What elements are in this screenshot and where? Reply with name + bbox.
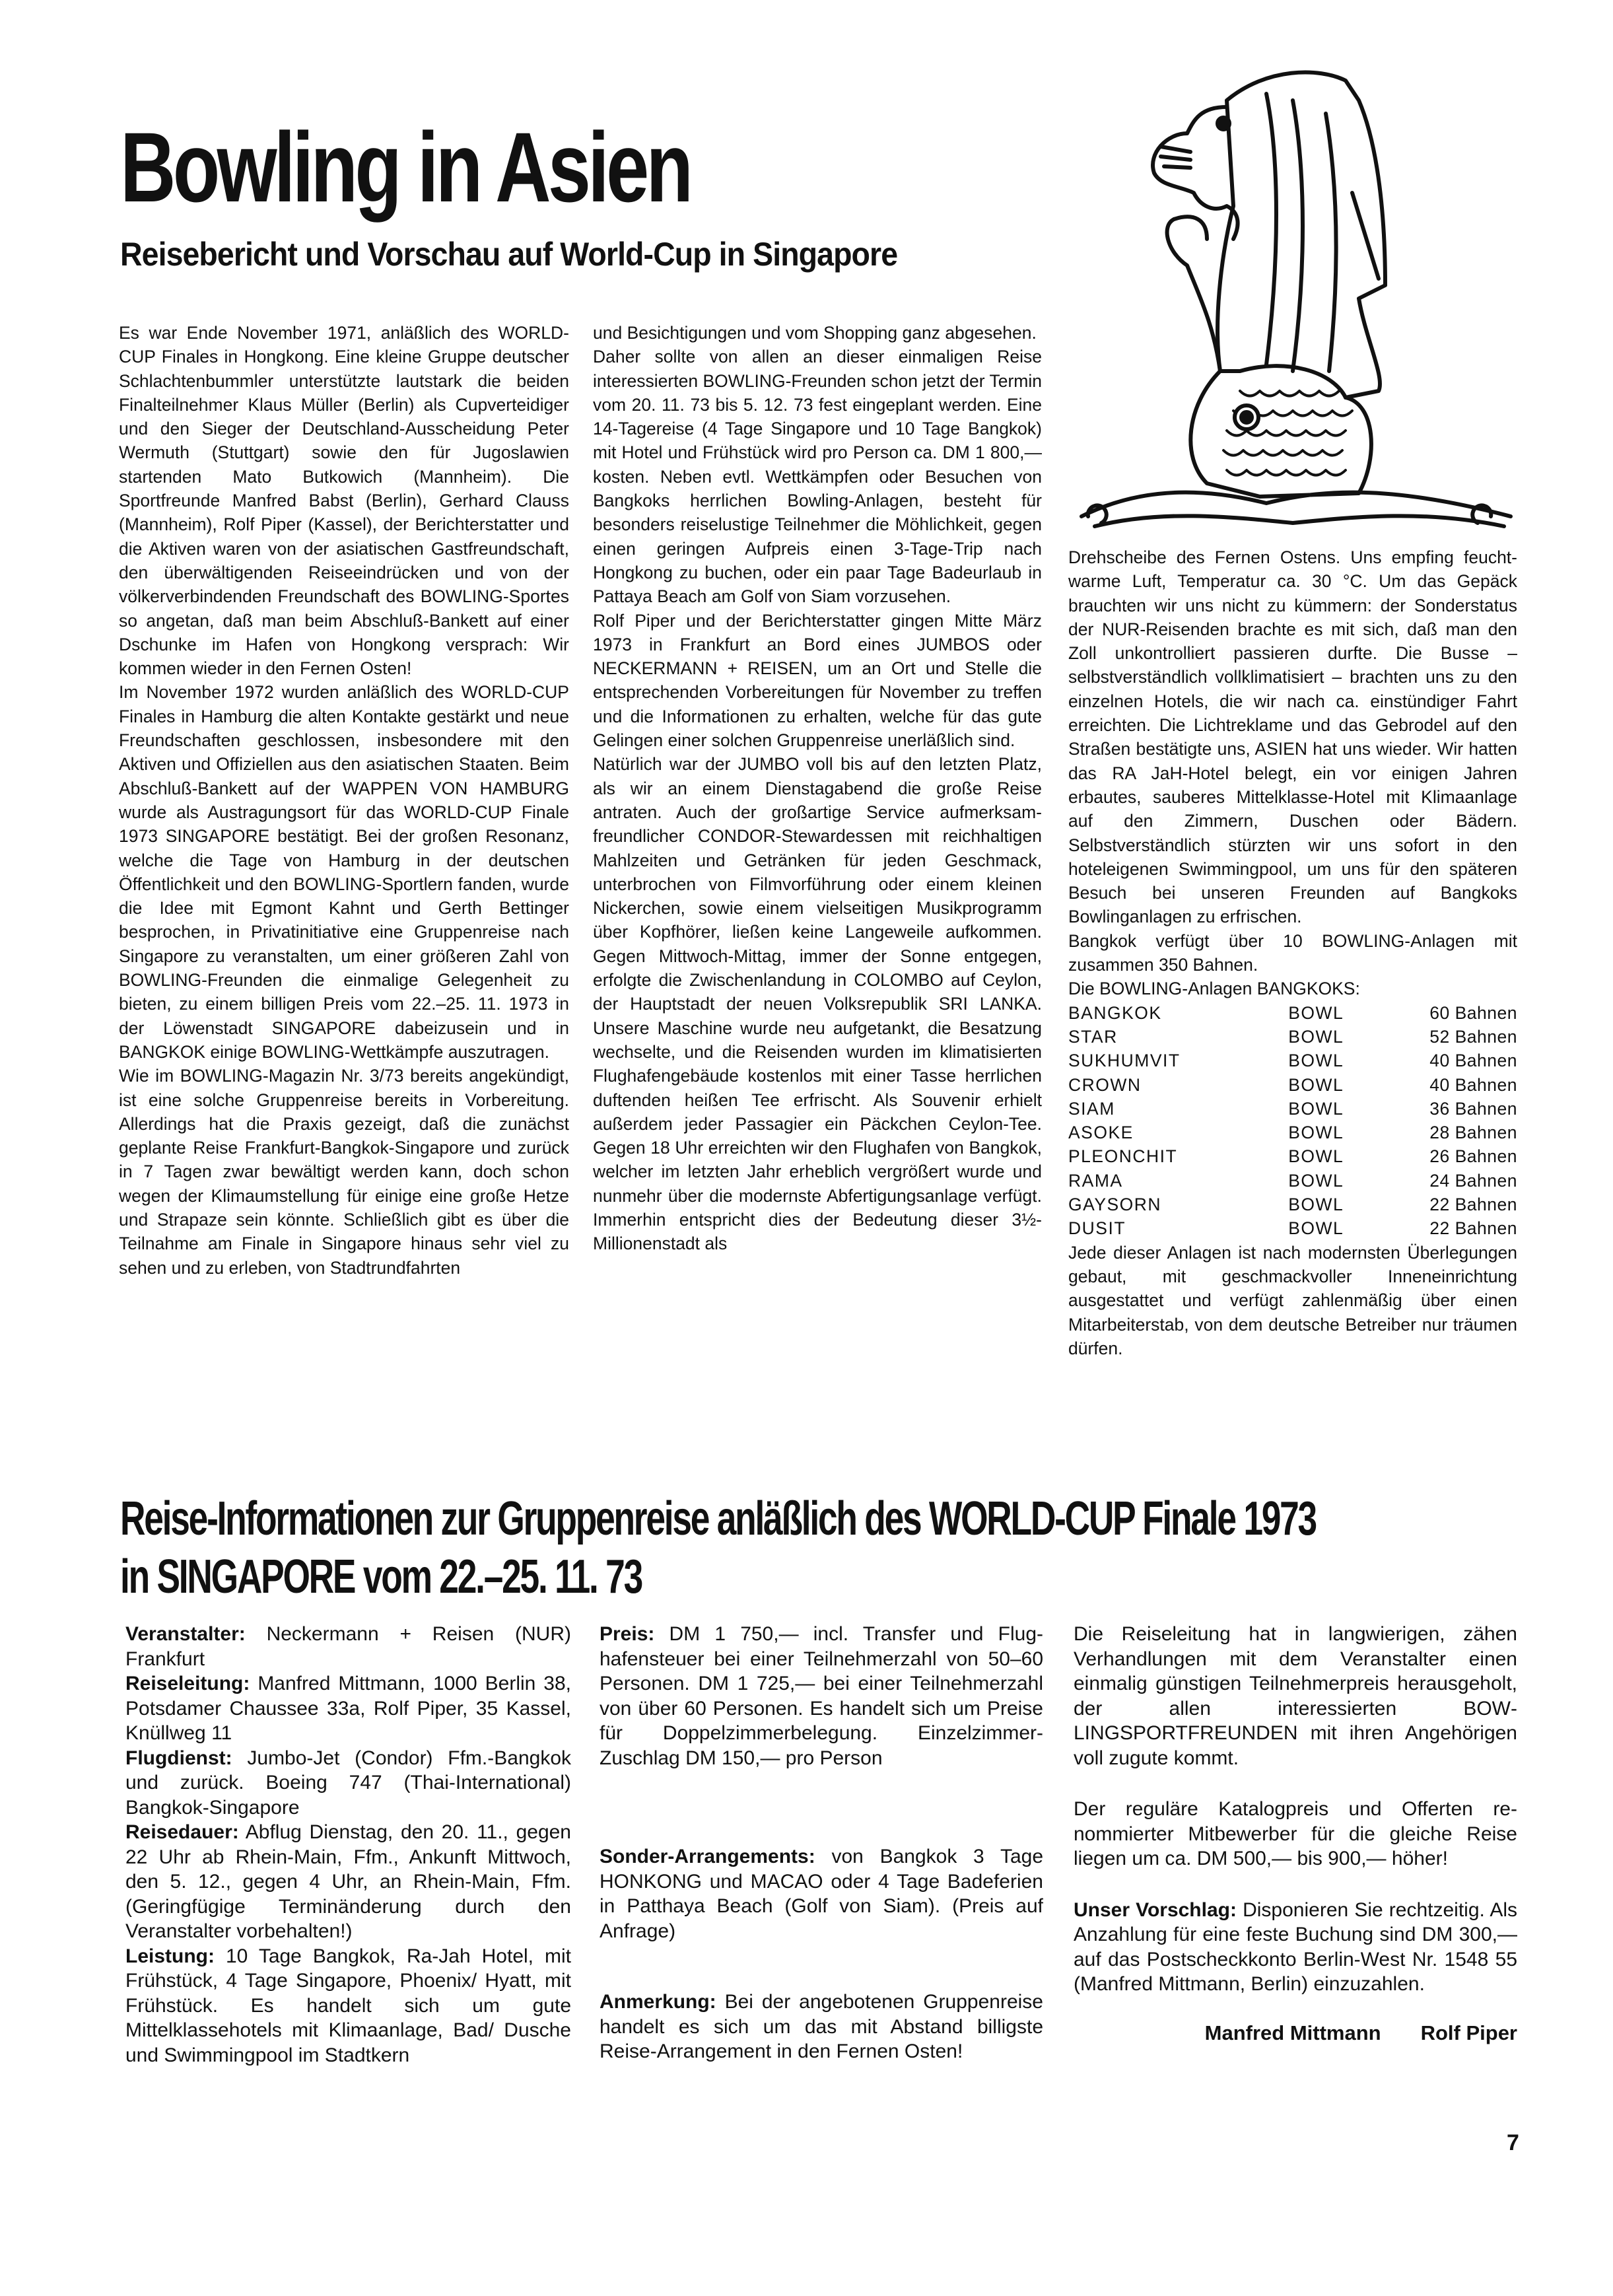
- spacer: [1074, 1871, 1517, 1898]
- spacer: [600, 1770, 1043, 1844]
- info-text: Der reguläre Katalogpreis und Offerten renommierter Mitbewerber für die gleiche Reise liegen um ca. DM 500,— bis 900,— höher!: [1074, 1798, 1517, 1869]
- info-text: Jumbo-Jet (Condor) Ffm.-Bangkok und zurück. Boeing 747 (Thai-International) Bangkok-Singapore: [125, 1747, 571, 1819]
- alley-name: CROWN: [1068, 1074, 1142, 1095]
- info-headline-line-2: in SINGAPORE vom 22.–25. 11. 73: [120, 1550, 642, 1603]
- alley-lanes: 24 Bahnen: [1429, 1170, 1517, 1191]
- alley-type: BOWL: [1288, 1098, 1344, 1119]
- info-label: Flugdienst:: [125, 1747, 232, 1769]
- alley-type: BOWL: [1288, 1123, 1344, 1143]
- alley-type: BOWL: [1288, 1218, 1344, 1239]
- info-label: Leistung:: [125, 1945, 215, 1967]
- article-column-1: [119, 321, 569, 1280]
- alley-lanes: 52 Bahnen: [1429, 1026, 1517, 1047]
- info-column-1: [125, 1622, 571, 2068]
- alley-name: GAYSORN: [1068, 1195, 1162, 1215]
- alley-type: BOWL: [1288, 1074, 1344, 1095]
- alley-lanes: 22 Bahnen: [1429, 1218, 1517, 1239]
- paragraph: Daher sollte von allen an dieser einmaligen Reise interessierten BOWLING-Freunden schon jetzt der Termin vom 20. 11. 73 bis 5. 12. 73 fest eingeplant werden. Eine 14-Tagereise (4 Tage Singapore und 10 Tage Bangkok) mit Hotel und Frühstück wird pro Person ca. DM 1 800,— kosten. Neben evtl. Wettkämpfen oder Besuchen von Bangkoks herrlichen Bowling-Anlagen, besteht für besonders reiselustige Teilnehmer die Möhlichkeit, gegen einen geringen Aufpreis einen 3-Tage-Trip nach Hongkong zu buchen, oder ein paar Tage Badeurlaub in Pattaya Beach am Golf von Siam vorzusehen.: [593, 347, 1042, 607]
- paragraph: und Besichtigungen und vom Shopping ganz abgesehen.: [593, 323, 1037, 343]
- alley-lanes: 36 Bahnen: [1429, 1098, 1517, 1119]
- info-label: Unser Vorschlag:: [1074, 1898, 1237, 1921]
- info-label: Anmerkung:: [600, 1991, 716, 2013]
- alley-type: BOWL: [1288, 1002, 1344, 1023]
- info-entry: [125, 1820, 571, 1944]
- alley-name: DUSIT: [1068, 1218, 1126, 1239]
- alley-lanes: 40 Bahnen: [1429, 1051, 1517, 1071]
- bowling-alley-row: [1068, 1216, 1517, 1240]
- info-entry: [1074, 1797, 1517, 1871]
- bowling-alley-row: [1068, 1073, 1517, 1097]
- info-entry: [600, 1622, 1043, 1770]
- info-label: Veranstalter:: [125, 1623, 246, 1645]
- alley-lanes: 40 Bahnen: [1429, 1074, 1517, 1095]
- alley-name: STAR: [1068, 1026, 1118, 1047]
- info-headline-line-1: Reise-Informationen zur Gruppenreise anläßlich des WORLD-CUP Finale 1973: [120, 1492, 1316, 1545]
- bowling-alley-row: [1068, 1144, 1517, 1168]
- paragraph: Rolf Piper und der Berichterstatter gingen Mitte März 1973 in Frankfurt an Bord eines JUMBOS oder NECKERMANN + REISEN, um an Ort und Stelle die entsprechenden Vorbereitungen für November zu treffen und die Informationen zu erhalten, welche für das gute Gelingen einer solchen Gruppenreise unerläßlich sind.: [593, 610, 1042, 751]
- alley-type: BOWL: [1288, 1051, 1344, 1071]
- info-entry: [125, 1622, 571, 1671]
- article-column-2: [593, 321, 1042, 1256]
- alley-name: BANGKOK: [1068, 1002, 1162, 1023]
- article-column-3: [1068, 545, 1517, 1360]
- paragraph: Drehscheibe des Fernen Ostens. Uns empfing feucht-warme Luft, Temperatur ca. 30 °C. Um das Gepäck brauchten wir uns nicht zu kümmern: der Sonderstatus der NUR-Reisenden brachte es mit sich, daß man den Zoll unkontrolliert passieren durfte. Die Busse – selbstverständlich vollklimatisiert – brachten uns zu den einzelnen Hotels, die wir nach ca. einstündiger Fahrt erreichten. Die Lichtreklame und das Gebrodel auf den Straßen bestätigte uns, ASIEN hat uns wieder. Wir hatten das RA JaH-Hotel belegt, ein vor einigen Jahren erbautes, sauberes Mittelklasse-Hotel mit Klimaanlage auf den Zimmern, Duschen oder Bädern. Selbstverständlich stürzten wir uns sofort in den hoteleigenen Swimmingpool, um uns für den späteren Besuch bei unseren Freunden auf Bangkoks Bowlinganlagen zu erfrischen.: [1068, 547, 1517, 927]
- paragraph: Wie im BOWLING-Magazin Nr. 3/73 bereits angekündigt, ist eine solche Gruppenreise bereits in Vorbereitung. Allerdings hat die Praxis gezeigt, daß die zunächst geplante Reise Frankfurt-Bangkok-Singapore und zurück in 7 Tagen zwar bewältigt werden kann, doch schon wegen der Klimaumstellung für einige eine große Hetze und Strapaze sein könnte. Schließlich gibt es über die Teilnahme am Finale in Singapore hinaus sehr viel zu sehen und zu erleben, von Stadtrundfahrten: [119, 1066, 569, 1278]
- paragraph: Es war Ende November 1971, anläßlich des WORLD-CUP Finales in Hongkong. Eine kleine Gruppe deutscher Schlachtenbummler unterstützte lautstark die beiden Finalteilnehmer Klaus Müller (Berlin) als Cupverteidiger und den Sieger der Deutschland-Ausscheidung Peter Wermuth (Stuttgart) sowie den für Jugoslawien startenden Mato Butkowich (Mannheim). Die Sportfreunde Manfred Babst (Berlin), Gerhard Clauss (Mannheim), Rolf Piper (Kassel), der Berichterstatter und die Aktiven waren von der asiatischen Gastfreundschaft, den überwältigenden Reiseeindrücken und von der völkerverbindenden Freundschaft des BOWLING-Sportes so angetan, daß man beim Abschluß-Bankett auf einer Dschunke im Hafen von Hongkong versprach: Wir kommen wieder in den Fernen Osten!: [119, 323, 569, 679]
- bowling-alleys-table: [1068, 1001, 1517, 1241]
- page-number: 7: [1507, 2130, 1519, 2155]
- info-entry: [600, 1844, 1043, 1943]
- paragraph: Die BOWLING-Anlagen BANGKOKS:: [1068, 979, 1360, 999]
- bowling-alley-row: [1068, 1001, 1517, 1025]
- alley-lanes: 26 Bahnen: [1429, 1146, 1517, 1167]
- info-text: Die Reiseleitung hat in langwierigen, zähen Verhandlungen mit dem Veranstalter einen einmalig günstigen Teilnehmerpreis herausgeholt, der allen interessierten BOWLINGSPORTFREUNDEN mit ihren Angehörigen voll zugute kommt.: [1074, 1623, 1517, 1769]
- info-entry: [1074, 1898, 1517, 1997]
- article-title: Bowling in Asien: [120, 112, 691, 223]
- signature: Manfred Mittmann: [1204, 2021, 1381, 2044]
- article-subtitle: Reisebericht und Vorschau auf World-Cup in Singapore: [120, 236, 898, 273]
- info-text: Disponieren Sie rechtzeitig. Als Anzahlung für eine feste Buchung sind DM 300,— auf das Postscheckkonto Berlin-West Nr. 1548 55 (Manfred Mittmann, Berlin) einzuzahlen.: [1074, 1898, 1518, 1995]
- spacer: [600, 1943, 1043, 1990]
- alley-name: PLEONCHIT: [1068, 1146, 1178, 1167]
- paragraph: Im November 1972 wurden anläßlich des WORLD-CUP Finales in Hamburg die alten Kontakte gestärkt und neue Freundschaften geschlossen, insbesondere mit den Aktiven und Offiziellen aus den asiatischen Staaten. Beim Abschluß-Bankett auf der WAPPEN VON HAMBURG wurde als Austragungsort für das WORLD-CUP Finale 1973 SINGAPORE bestätigt. Bei der großen Resonanz, welche die Tage von Hamburg in der deutschen Öffentlichkeit und den BOWLING-Sportlern fanden, wurde die Idee mit Egmont Kahnt und Gerth Bettinger besprochen, in Privatinitiative eine Gruppenreise nach Singapore zu veranstalten, um einer größeren Zahl von BOWLING-Freunden die einmalige Gelegenheit zu bieten, zu einem billigen Preis vom 22.–25. 11. 1973 in der Löwenstadt SINGAPORE dabeizusein und in BANGKOK einige BOWLING-Wettkämpfe auszutragen.: [119, 682, 569, 1062]
- alley-lanes: 60 Bahnen: [1429, 1002, 1517, 1023]
- bowling-alley-row: [1068, 1169, 1517, 1193]
- info-text: Bei der angebotenen Gruppenreise handelt es sich um das mit Abstand billigste Reise-Arrangement in den Fernen Osten!: [600, 1991, 1043, 2062]
- info-text: Abflug Dienstag, den 20. 11., gegen 22 Uhr ab Rhein-Main, Ffm., Ankunft Mittwoch, den 5. 12., gegen 4 Uhr, an Rhein-Main, Ffm. (Geringfügige Terminänderung durch den Veranstalter vorbehalten!): [125, 1821, 571, 1942]
- info-column-3: [1074, 1622, 1517, 2045]
- alley-lanes: 28 Bahnen: [1429, 1123, 1517, 1143]
- alley-type: BOWL: [1288, 1026, 1344, 1047]
- alley-type: BOWL: [1288, 1195, 1344, 1215]
- alley-name: ASOKE: [1068, 1123, 1134, 1143]
- paragraph: Natürlich war der JUMBO voll bis auf den letzten Platz, als wir an einem Dienstagabend die große Reise antraten. Auch der großartige Service aufmerksam-freundlicher CONDOR-Stewardessen mit reichhaltigen Mahlzeiten und Getränken für jeden Geschmack, unterbrochen von Filmvorführung oder einem kleinen Nickerchen, sowie einem vielseitigen Musikprogramm über Kopfhörer, ließen keine Langeweile aufkommen. Gegen Mittwoch-Mittag, immer der Sonne entgegen, erfolgte die Zwischenlandung in COLOMBO auf Ceylon, der Hauptstadt der neuen Volksrepublik SRI LANKA. Unsere Maschine wurde neu aufgetankt, die Besatzung wechselte, und die Reisenden wurden im klimatisierten Flughafengebäude kostenlos mit einer Tasse herrlichen duftenden heißen Tee erfrischt. Als Souvenir erhielt außerdem jeder Passagier ein Päckchen Ceylon-Tee. Gegen 18 Uhr erreichten wir den Flughafen von Bangkok, welcher im letzten Jahr erheblich vergrößert wurde und nunmehr über die modernste Abfertigungsanlage verfügt. Immerhin entspricht dies der Bedeutung dieser 3½-Millionenstadt als: [593, 754, 1042, 1254]
- bowling-alley-row: [1068, 1049, 1517, 1072]
- info-entry: [125, 1671, 571, 1746]
- bowling-alley-row: [1068, 1097, 1517, 1121]
- info-headline: [120, 1490, 1316, 1606]
- info-entry: [125, 1944, 571, 2068]
- info-entry: [600, 1990, 1043, 2064]
- info-entry: [125, 1746, 571, 1821]
- bowling-alley-row: [1068, 1121, 1517, 1144]
- info-text: von Bangkok 3 Tage HONKONG und MACAO oder 4 Tage Badeferien in Patthaya Beach (Golf von Siam). (Preis auf Anfrage): [600, 1846, 1043, 1942]
- info-column-2: [600, 1622, 1043, 2064]
- info-label: Sonder-Arrangements:: [600, 1846, 815, 1867]
- info-label: Reisedauer:: [125, 1821, 239, 1843]
- merlion-icon: [1068, 61, 1524, 536]
- bowling-alley-row: [1068, 1193, 1517, 1216]
- info-text: Manfred Mittmann, 1000 Berlin 38, Potsdamer Chaussee 33a, Rolf Piper, 35 Kassel, Knüllweg 11: [125, 1673, 571, 1744]
- bowling-alley-row: [1068, 1025, 1517, 1049]
- alley-type: BOWL: [1288, 1146, 1344, 1167]
- alley-lanes: 22 Bahnen: [1429, 1195, 1517, 1215]
- signature: Rolf Piper: [1420, 2021, 1517, 2044]
- info-text: DM 1 750,— incl. Transfer und Flughafensteuer bei einer Teilnehmerzahl von 50–60 Personen. DM 1 725,— bei einer Teilnehmerzahl von über 60 Personen. Es handelt sich um Preise für Doppelzimmerbelegung. Einzelzimmer-Zuschlag DM 150,— pro Person: [600, 1623, 1043, 1769]
- info-entry: [1074, 1622, 1517, 1770]
- spacer: [1074, 1770, 1517, 1797]
- alley-type: BOWL: [1288, 1170, 1344, 1191]
- alley-name: SUKHUMVIT: [1068, 1051, 1181, 1071]
- signatures: [1074, 2021, 1517, 2046]
- alley-name: SIAM: [1068, 1098, 1115, 1119]
- info-text: 10 Tage Bangkok, Ra-Jah Hotel, mit Frühstück, 4 Tage Singapore, Phoenix/ Hyatt, mit Frühstück. Es handelt sich um gute Mittelklassehotels mit Klimaanlage, Bad/ Dusche und Swimmingpool im Stadtkern: [125, 1945, 571, 2066]
- info-label: Preis:: [600, 1623, 655, 1645]
- paragraph: Bangkok verfügt über 10 BOWLING-Anlagen mit zusammen 350 Bahnen.: [1068, 930, 1517, 975]
- alley-name: RAMA: [1068, 1170, 1123, 1191]
- paragraph: Jede dieser Anlagen ist nach modernsten Überlegungen gebaut, mit geschmackvoller Inneneinrichtung ausgestattet und verfügt zahlenmäßig über einen Mitarbeiterstab, von dem deutsche Betreiber nur träumen dürfen.: [1068, 1242, 1517, 1358]
- info-label: Reiseleitung:: [125, 1673, 250, 1694]
- info-text: Neckermann + Reisen (NUR) Frankfurt: [125, 1623, 571, 1670]
